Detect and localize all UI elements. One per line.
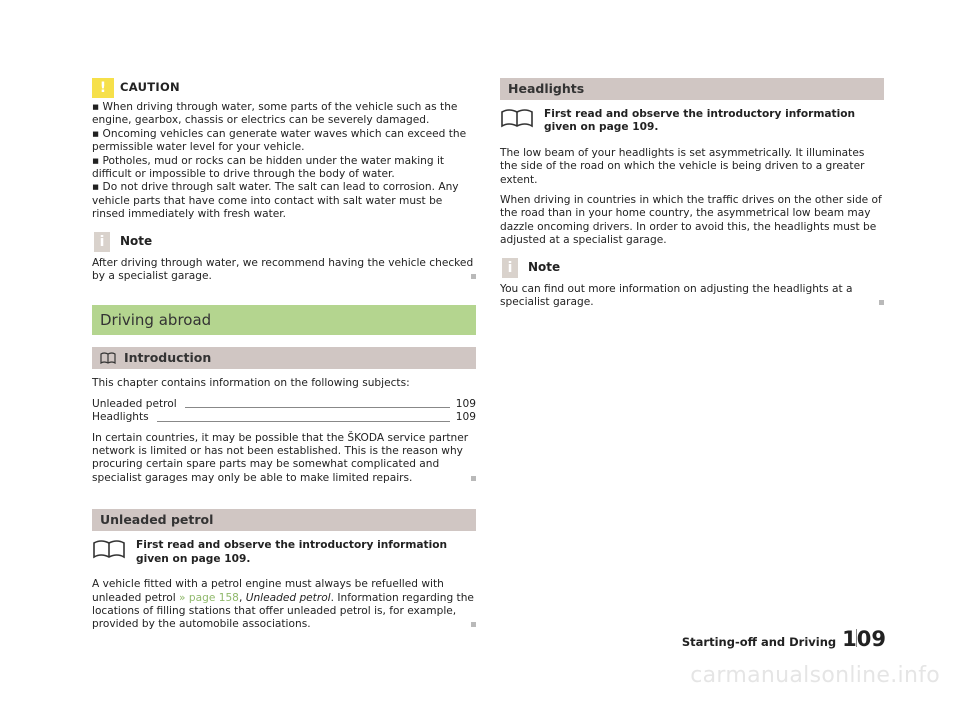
first-read-text: First read and observe the introductory information given on page 109.	[136, 539, 448, 565]
note-body: After driving through water, we recommend having the vehicle checked by a specialist garage.	[92, 256, 474, 283]
first-read-note	[500, 108, 884, 135]
book-icon	[100, 352, 116, 364]
note-header	[500, 258, 884, 278]
section-title: Introduction	[124, 350, 212, 366]
headlights-para-1: The low beam of your headlights is set asymmetrically. It illuminates the side of the road on which the vehicle is being driven to a greater extent.	[500, 146, 865, 186]
note-body: You can find out more information on adjusting the headlights at a specialist garage.	[500, 282, 853, 309]
caution-box	[92, 78, 476, 222]
warning-icon: !	[92, 78, 114, 98]
left-column	[92, 78, 476, 639]
toc-row[interactable]	[92, 411, 476, 424]
section-header-introduction	[92, 347, 476, 369]
toc-leader	[185, 407, 450, 408]
book-icon	[500, 108, 534, 128]
caution-header	[92, 78, 476, 98]
page-footer	[682, 627, 886, 651]
cross-reference: Unleaded petrol	[245, 591, 331, 604]
section-end-mark	[471, 622, 476, 627]
unleaded-body-b: . Information regarding the locations of filling stations that offer unleaded petrol is, for example, provided by the automobile associations.	[92, 591, 474, 631]
toc-leader	[157, 421, 450, 422]
toc-row[interactable]	[92, 398, 476, 411]
unleaded-body-a: A vehicle fitted with a petrol engine must always be refuelled with unleaded petrol	[92, 578, 444, 604]
toc-label: Unleaded petrol	[92, 397, 177, 410]
intro-body-text: In certain countries, it may be possible that the ŠKODA service partner network is limited or has not been established. This is the reason why procuring certain spare parts may be somewhat complicated and specialist garages may only be able to make limited repairs.	[92, 431, 469, 484]
caution-title: CAUTION	[120, 80, 180, 95]
section-end-mark	[879, 300, 884, 305]
first-read-text: First read and observe the introductory information given on page 109.	[544, 108, 856, 134]
note-header	[92, 232, 476, 252]
note-title: Note	[120, 233, 153, 248]
caution-item: ▪ Oncoming vehicles can generate water waves which can exceed the permissible water level for your vehicle.	[92, 127, 467, 154]
caution-item: ▪ When driving through water, some parts of the vehicle such as the engine, gearbox, chassis or electrics can be severely damaged.	[92, 101, 458, 127]
page-number: 109	[842, 627, 886, 651]
headlights-para-2: When driving in countries in which the traffic drives on the other side of the road than in your home country, the asymmetrical low beam may dazzle oncoming drivers. In order to avoid this, the headlights must be adjusted at a specialist garage.	[500, 194, 882, 247]
intro-lead: This chapter contains information on the following subjects:	[92, 377, 410, 390]
unleaded-body	[92, 578, 476, 632]
section-header-unleaded: Unleaded petrol	[92, 509, 476, 531]
note-text	[500, 283, 884, 310]
caution-item: ▪ Potholes, mud or rocks can be hidden under the water making it difficult or impossible to drive through the body of water.	[92, 154, 445, 181]
page-link[interactable]: » page 158	[179, 591, 239, 604]
note-text	[92, 257, 476, 284]
note-title: Note	[528, 259, 561, 274]
book-icon	[92, 539, 126, 559]
section-end-mark	[471, 476, 476, 481]
unleaded-sep: ,	[238, 591, 246, 604]
table-of-contents	[92, 398, 476, 425]
section-header-headlights: Headlights	[500, 78, 884, 100]
toc-page: 109	[455, 397, 476, 410]
right-column	[500, 78, 884, 316]
toc-page: 109	[455, 411, 476, 424]
chapter-title: Driving abroad	[92, 305, 476, 335]
section-end-mark	[471, 274, 476, 279]
intro-body	[92, 432, 476, 486]
footer-section-title: Starting-off and Driving	[681, 635, 837, 649]
first-read-note	[92, 539, 476, 566]
info-icon: i	[94, 232, 110, 252]
toc-label: Headlights	[92, 411, 149, 424]
info-icon: i	[502, 258, 518, 278]
caution-item: ▪ Do not drive through salt water. The salt can lead to corrosion. Any vehicle parts that have come into contact with salt water must be rinsed immediately with fresh water.	[92, 181, 459, 221]
watermark: carmanualsonline.info	[690, 663, 940, 688]
